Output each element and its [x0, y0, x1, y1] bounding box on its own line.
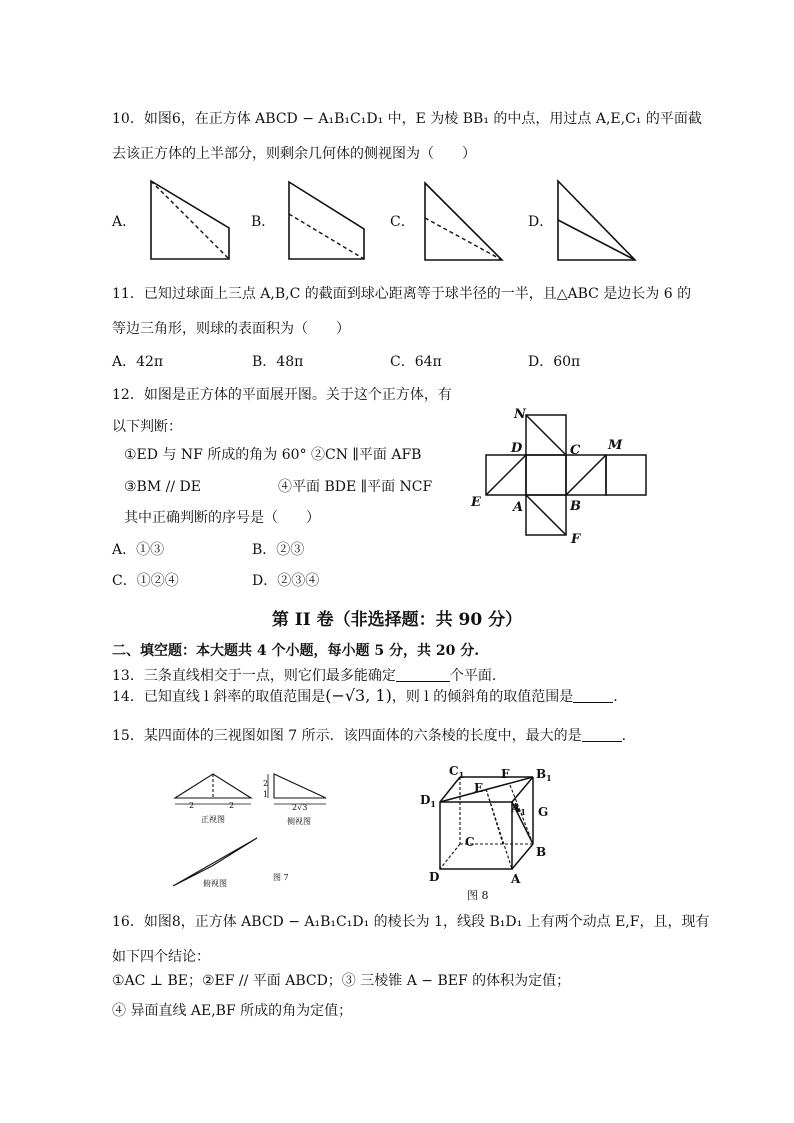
q12-judgement-3: ③BM // DE	[124, 479, 201, 495]
q10-line2: 去该正方体的上半部分，则剩余几何体的侧视图为（ ）	[112, 146, 476, 162]
fig7-dim-b: 2	[229, 801, 235, 810]
fig7-side-label: 侧视图	[287, 817, 311, 826]
q12-option-c: C．①②④	[112, 573, 179, 589]
fig7-front-label: 正视图	[201, 815, 225, 824]
fig8-label-a1: $A_1$	[511, 801, 526, 817]
fig8-label-d: D	[429, 870, 440, 884]
fig8-cube	[415, 764, 565, 904]
q13-blank	[396, 668, 450, 682]
q11-line1: 11．已知过球面上三点 A,B,C 的截面到球心距离等于球半径的一半，且△ABC 是边长为 6 的	[112, 286, 692, 302]
q14-text: 14．已知直线 l 斜率的取值范围是(−√3, 1)，则 l 的倾斜角的取值范围是 .	[112, 686, 618, 705]
q15-text: 15．某四面体的三视图如图 7 所示．该四面体的六条棱的长度中，最大的是 .	[112, 728, 627, 744]
net-label-c: C	[570, 443, 581, 458]
q13-text: 13．三条直线相交于一点，则它们最多能确定 个平面.	[112, 668, 497, 684]
fig7-dim-a: 2	[189, 801, 195, 810]
fig8-label-c1: $C_1$	[449, 764, 465, 780]
q12-judgement-1-2: ①ED 与 NF 所成的角为 60° ②CN ∥平面 AFB	[124, 447, 422, 463]
fig8-label-e: E	[474, 781, 484, 795]
q10-line1: 10．如图6，在正方体 ABCD − A₁B₁C₁D₁ 中，E 为棱 BB₁ 的中点，用过点 A,E,C₁ 的平面截	[112, 111, 702, 127]
q11-option-a: A．42π	[112, 354, 164, 370]
net-label-m: M	[608, 438, 623, 453]
q14-range: (−√3, 1)	[325, 686, 392, 705]
net-label-n: N	[514, 407, 526, 422]
q10-option-c-label: C．	[390, 214, 415, 230]
fig8-caption: 图 8	[467, 889, 489, 902]
q11-line2: 等边三角形，则球的表面积为（ ）	[112, 321, 350, 337]
net-label-d: D	[511, 441, 523, 456]
fill-in-heading: 二、填空题：本大题共 4 个小题，每小题 5 分，共 20 分.	[112, 643, 480, 659]
q12-judgement-4: ④平面 BDE ∥平面 NCF	[278, 479, 433, 495]
q16-line3: ①AC ⊥ BE；②EF // 平面 ABCD；③ 三棱锥 A − BEF 的体积为定值；	[112, 973, 571, 989]
net-label-e: E	[471, 495, 481, 510]
fig7-three-views	[165, 768, 345, 893]
q12-option-a: A．①③	[112, 542, 165, 558]
fig7-dim-h2: 1	[263, 790, 269, 799]
q16-line4: ④ 异面直线 AE,BF 所成的角为定值；	[112, 1003, 353, 1019]
fig7-dim-side: 2√3	[292, 803, 308, 812]
q12-line1: 12．如图是正方体的平面展开图。关于这个正方体，有	[112, 387, 452, 403]
fig8-label-g: G	[538, 805, 549, 819]
q10-option-b-label: B．	[251, 214, 276, 230]
q10-option-a-figure	[150, 180, 232, 262]
q11-option-c: C．64π	[390, 354, 442, 370]
q10-option-d-label: D．	[528, 214, 554, 230]
net-label-f: F	[571, 532, 581, 547]
fig8-label-a: A	[511, 872, 521, 886]
q16-line2: 如下四个结论：	[112, 949, 210, 965]
net-label-b: B	[570, 499, 581, 514]
q10-option-c-figure	[424, 182, 504, 262]
fig7-dim-h1: 2	[263, 779, 269, 788]
q12-option-d: D．②③④	[252, 573, 320, 589]
q10-option-b-figure	[288, 181, 366, 261]
q10-option-a-label: A．	[112, 214, 137, 230]
fig8-label-d1: $D_1$	[420, 793, 436, 809]
q15-blank	[582, 728, 622, 742]
q11-option-b: B．48π	[252, 354, 304, 370]
q12-cube-net-figure	[468, 405, 658, 545]
section-2-title: 第 II 卷（非选择题：共 90 分）	[271, 610, 523, 630]
q12-ask: 其中正确判断的序号是（ ）	[124, 510, 320, 526]
fig8-label-b: B	[536, 845, 547, 859]
fig8-label-f: F	[501, 767, 510, 781]
q12-option-b: B．②③	[252, 542, 305, 558]
fig8-label-b1: $B_1$	[536, 767, 552, 783]
fig8-label-c: C	[465, 835, 475, 849]
q12-line2: 以下判断：	[112, 419, 182, 435]
fig7-caption: 图 7	[273, 873, 289, 882]
fig7-top-label: 俯视图	[203, 879, 227, 888]
q16-line1: 16．如图8，正方体 ABCD − A₁B₁C₁D₁ 的棱长为 1，线段 B₁D₁ 上有两个动点 E,F，且，现有	[112, 914, 710, 930]
q11-option-d: D．60π	[528, 354, 581, 370]
net-label-a: A	[513, 500, 524, 515]
q10-option-d-figure	[557, 180, 637, 262]
q14-blank	[573, 689, 613, 703]
